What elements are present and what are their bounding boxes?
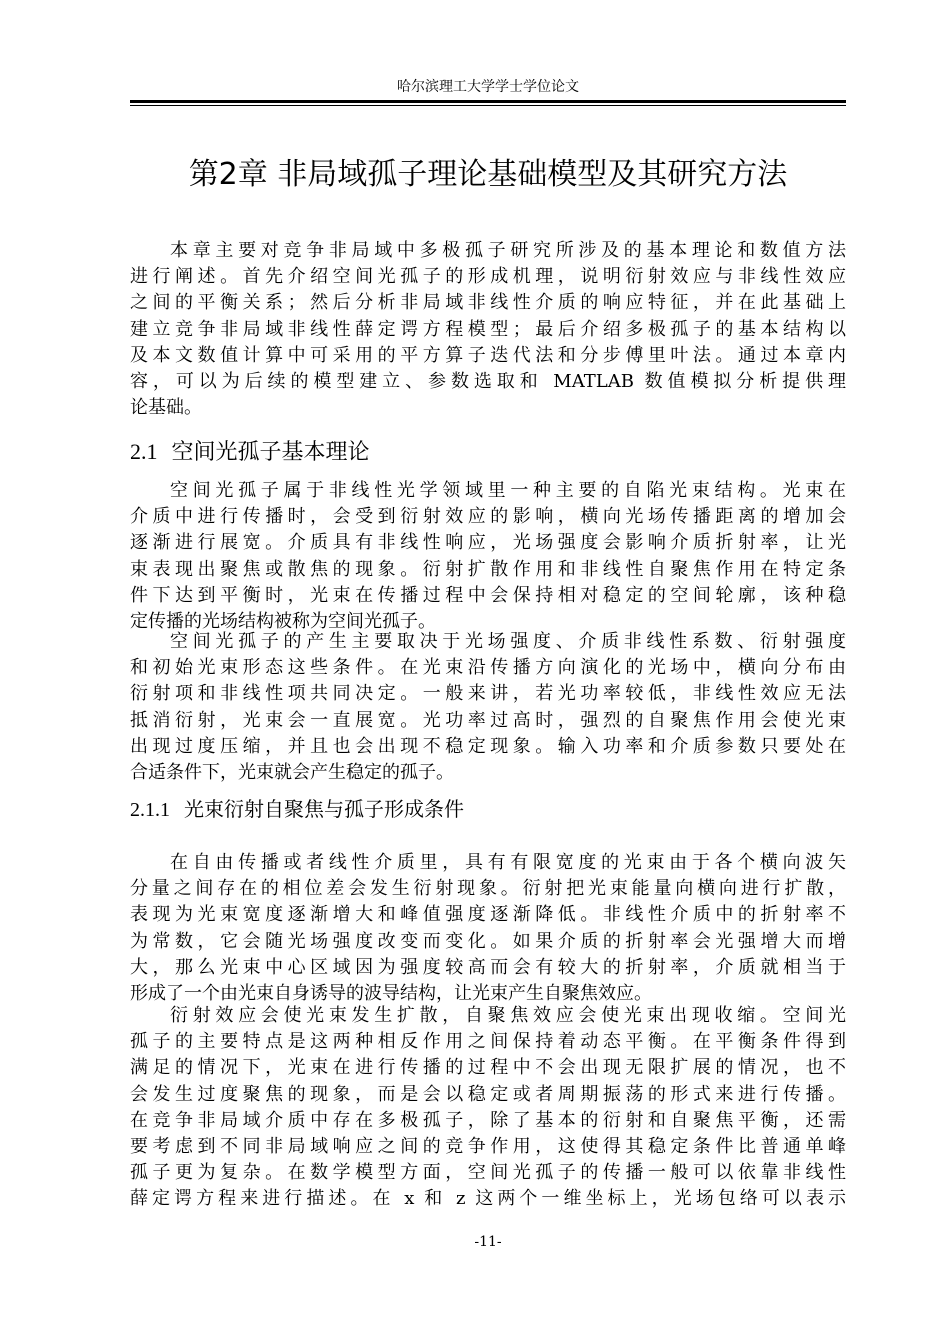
header-rule-thin: [130, 105, 846, 106]
text-line: 容，可以为后续的模型建立、参数选取和 MATLAB 数值模拟分析提供理: [130, 370, 846, 392]
chapter-title: 第2章 非局域孤子理论基础模型及其研究方法: [188, 157, 788, 192]
text-line: 件下达到平衡时，光束在传播过程中会保持相对稳定的空间轮廓，该种稳: [130, 584, 846, 606]
text-line: 在竞争非局域介质中存在多极孤子，除了基本的衍射和自聚焦平衡，还需: [130, 1109, 846, 1131]
text-line: 合适条件下，光束就会产生稳定的孤子。: [130, 761, 454, 783]
section-2-1-1-paragraph-2: [130, 1003, 846, 1213]
text-line: 本章主要对竞争非局域中多极孤子研究所涉及的基本理论和数值方法: [170, 240, 846, 261]
text-line: 孤子更为复杂。在数学模型方面，空间光孤子的传播一般可以依靠非线性: [130, 1162, 846, 1184]
text-line: 表现为光束宽度逐渐增大和峰值强度逐渐降低。非线性介质中的折射率不: [130, 904, 846, 926]
text-line: 形成了一个由光束自身诱导的波导结构，让光束产生自聚焦效应。: [130, 982, 652, 1004]
running-header: 哈尔滨理工大学学士学位论文: [397, 79, 579, 95]
subsection-number: 2.1.1: [130, 799, 170, 821]
text-line: 会发生过度聚焦的现象，而是会以稳定或者周期振荡的形式来进行传播。: [130, 1083, 846, 1105]
intro-paragraph: [130, 238, 846, 421]
text-line: 之间的平衡关系；然后分析非局域非线性介质的响应特征，并在此基础上: [130, 292, 846, 314]
section-title: 空间光孤子基本理论: [171, 440, 370, 465]
text-line: 和初始光束形态这些条件。在光束沿传播方向演化的光场中，横向分布由: [130, 657, 846, 679]
section-2-1-paragraph-1: [130, 478, 846, 635]
text-line: 束表现出聚焦或散焦的现象。衍射扩散作用和非线性自聚焦作用在特定条: [130, 558, 846, 580]
subsection-heading-2-1-1: [130, 795, 464, 824]
text-line: 衍射项和非线性项共同决定。一般来讲，若光功率较低，非线性效应无法: [130, 683, 846, 705]
text-line: 抵消衍射，光束会一直展宽。光功率过高时，强烈的自聚焦作用会使光束: [130, 709, 846, 731]
text-line: 满足的情况下，光束在进行传播的过程中不会出现无限扩展的情况，也不: [130, 1057, 846, 1079]
text-line: 进行阐述。首先介绍空间光孤子的形成机理，说明衍射效应与非线性效应: [130, 266, 846, 288]
text-line: 定传播的光场结构被称为空间光孤子。: [130, 610, 436, 632]
text-line: 出现过度压缩，并且也会出现不稳定现象。输入功率和介质参数只要处在: [130, 735, 846, 757]
text-line: 要考虑到不同非局域响应之间的竞争作用，这使得其稳定条件比普通单峰: [130, 1135, 846, 1157]
text-line: 介质中进行传播时，会受到衍射效应的影响，横向光场传播距离的增加会: [130, 506, 846, 528]
text-line: 空间光孤子属于非线性光学领域里一种主要的自陷光束结构。光束在: [170, 480, 846, 501]
text-line: 逐渐进行展宽。介质具有非线性响应，光场强度会影响介质折射率，让光: [130, 532, 846, 554]
text-line: 分量之间存在的相位差会发生衍射现象。衍射把光束能量向横向进行扩散，: [130, 878, 846, 900]
text-line: 大，那么光束中心区域因为强度较高而会有较大的折射率，介质就相当于: [130, 956, 846, 978]
header-rule-thick: [130, 100, 846, 103]
page-number: -11-: [474, 1234, 502, 1250]
text-line: 为常数，它会随光场强度改变而变化。如果介质的折射率会光强增大而增: [130, 930, 846, 952]
text-line: 建立竞争非局域非线性薛定谔方程模型；最后介绍多极孤子的基本结构以: [130, 318, 846, 340]
section-number: 2.1: [130, 439, 158, 464]
text-line: 空间光孤子的产生主要取决于光场强度、介质非线性系数、衍射强度: [170, 631, 846, 652]
section-2-1-1-paragraph-1: [130, 850, 846, 1007]
section-heading-2-1: [130, 437, 370, 468]
text-line: 在自由传播或者线性介质里，具有有限宽度的光束由于各个横向波矢: [170, 852, 846, 873]
text-line: 及本文数值计算中可采用的平方算子迭代法和分步傅里叶法。通过本章内: [130, 344, 846, 366]
text-line: 薛定谔方程来进行描述。在 x 和 z 这两个一维坐标上，光场包络可以表示: [130, 1188, 846, 1210]
section-2-1-paragraph-2: [130, 629, 846, 786]
subsection-title: 光束衍射自聚焦与孤子形成条件: [184, 797, 464, 821]
text-line: 衍射效应会使光束发生扩散，自聚焦效应会使光束出现收缩。空间光: [170, 1005, 846, 1026]
text-line: 孤子的主要特点是这两种相反作用之间保持着动态平衡。在平衡条件得到: [130, 1031, 846, 1053]
text-line: 论基础。: [130, 397, 202, 419]
